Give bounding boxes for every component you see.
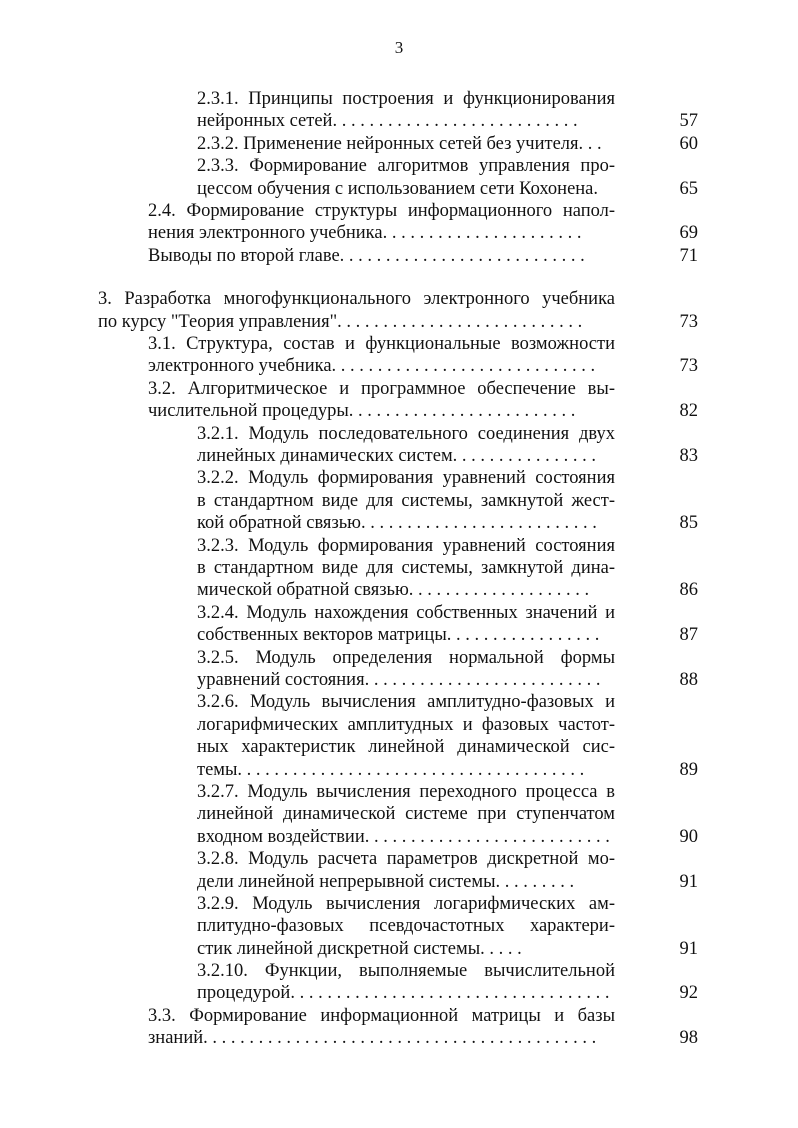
toc-entry-text: в стандартном виде для системы, замкнутой дина- <box>197 557 615 578</box>
toc-entry-text: ных характеристик линейной динамической сис- <box>197 737 615 758</box>
toc-entry-text: 3.2.8. Модуль расчета параметров дискретной мо- <box>197 849 615 870</box>
toc-entry-3-2-2 <box>0 467 798 534</box>
toc-page-number: 89 <box>679 759 698 780</box>
toc-entry-text: 3.1. Структура, состав и функциональные возможности <box>148 333 615 354</box>
toc-entry-text: 3.2.1. Модуль последовательного соединения двух <box>197 423 615 444</box>
toc-entry-3-2-3 <box>0 535 798 602</box>
toc-entry-text: линейных динамических систем. . . . . . . . . . . . . . . . <box>197 445 597 466</box>
toc-entry-text: 3.2.4. Модуль нахождения собственных значений и <box>197 602 615 623</box>
toc-entry-text: 3.2. Алгоритмическое и программное обеспечение вы- <box>148 378 615 399</box>
toc-page-number: 86 <box>679 580 698 601</box>
toc-entry-3-2 <box>0 378 798 423</box>
toc-entry-text: темы. . . . . . . . . . . . . . . . . . . . . . . . . . . . . . . . . . . . . . <box>197 759 585 780</box>
toc-page-number: 60 <box>679 133 698 154</box>
toc-page-number: 69 <box>679 223 698 244</box>
toc-page-number: 85 <box>679 513 698 534</box>
toc-entry-text: логарифмических амплитудных и фазовых частот- <box>197 714 615 735</box>
toc-entry-text: 2.3.1. Принципы построения и функционирования <box>197 89 615 109</box>
toc-entry-3-3 <box>0 1005 798 1050</box>
toc-entry-text: по курсу "Теория управления". . . . . . . . . . . . . . . . . . . . . . . . . . . <box>98 311 583 332</box>
toc-entry-2-4 <box>0 200 798 245</box>
toc-page-number: 88 <box>679 669 698 690</box>
toc-page-number: 73 <box>679 356 698 377</box>
toc-entry-2-3-1 <box>0 88 798 133</box>
table-of-contents <box>0 88 798 1050</box>
toc-entry-text: 2.3.2. Применение нейронных сетей без учителя. . . <box>197 133 602 154</box>
toc-entry-text: 3.2.5. Модуль определения нормальной формы <box>197 647 615 668</box>
toc-entry-text: процедурой. . . . . . . . . . . . . . . . . . . . . . . . . . . . . . . . . . . <box>197 983 610 1004</box>
toc-entry-text: входном воздействии. . . . . . . . . . . . . . . . . . . . . . . . . . . <box>197 826 610 847</box>
toc-page-number: 90 <box>679 826 698 847</box>
toc-page-number: 92 <box>679 983 698 1004</box>
toc-entry-text: стик линейной дискретной системы. . . . . <box>197 938 522 959</box>
toc-entry-text: 3.2.10. Функции, выполняемые вычислительной <box>197 961 615 982</box>
toc-entry-3-2-9 <box>0 893 798 960</box>
toc-entry-3-2-10 <box>0 960 798 1005</box>
toc-entry-text: Выводы по второй главе. . . . . . . . . . . . . . . . . . . . . . . . . . . <box>148 245 585 266</box>
toc-entry-text: электронного учебника. . . . . . . . . . . . . . . . . . . . . . . . . . . . . <box>148 356 596 377</box>
toc-entry-3-2-4 <box>0 602 798 647</box>
toc-page-number: 65 <box>679 178 698 199</box>
toc-entry-3-2-5 <box>0 647 798 692</box>
toc-entry-text: мической обратной связью. . . . . . . . . . . . . . . . . . . . <box>197 580 590 601</box>
toc-entry-3-2-7 <box>0 781 798 848</box>
toc-page-number: 57 <box>679 111 698 132</box>
toc-page-number: 98 <box>679 1028 698 1049</box>
toc-entry-text: нейронных сетей. . . . . . . . . . . . . . . . . . . . . . . . . . . <box>197 111 578 132</box>
toc-entry-text: в стандартном виде для системы, замкнутой жест- <box>197 490 615 511</box>
toc-page-number: 82 <box>679 401 698 422</box>
toc-entry-text: 3.2.3. Модуль формирования уравнений состояния <box>197 535 615 556</box>
toc-entry-chapter-3 <box>0 288 798 333</box>
toc-entry-3-1 <box>0 333 798 378</box>
toc-entry-text: 2.4. Формирование структуры информационного напол- <box>148 200 615 221</box>
toc-entry-text: дели линейной непрерывной системы. . . . . . . . . <box>197 871 575 892</box>
toc-entry-text: числительной процедуры. . . . . . . . . . . . . . . . . . . . . . . . . <box>148 401 576 422</box>
toc-entry-text: кой обратной связью. . . . . . . . . . . . . . . . . . . . . . . . . . <box>197 513 597 534</box>
toc-entry-text: плитудно-фазовых псевдочастотных характери- <box>197 916 615 937</box>
toc-entry-text: 3.2.7. Модуль вычисления переходного процесса в <box>197 781 615 802</box>
toc-entry-3-2-1 <box>0 423 798 468</box>
toc-entry-text: 3.3. Формирование информационной матрицы и базы <box>148 1005 615 1026</box>
toc-page-number: 73 <box>679 311 698 332</box>
toc-page-number: 83 <box>679 445 698 466</box>
toc-page-number: 91 <box>679 871 698 892</box>
toc-entry-text: 3. Разработка многофункционального электронного учебника <box>98 289 615 310</box>
toc-entry-text: 3.2.9. Модуль вычисления логарифмических ам- <box>197 893 615 914</box>
toc-entry-text: 2.3.3. Формирование алгоритмов управления про- <box>197 156 615 177</box>
toc-entry-conclusions-chapter-2 <box>0 245 798 267</box>
toc-entry-2-3-3 <box>0 155 798 200</box>
toc-entry-text: 3.2.6. Модуль вычисления амплитудно-фазовых и <box>197 692 615 713</box>
page-number: 3 <box>394 38 404 57</box>
toc-entry-text: 3.2.2. Модуль формирования уравнений состояния <box>197 468 615 489</box>
toc-entry-text: знаний. . . . . . . . . . . . . . . . . . . . . . . . . . . . . . . . . . . . . . . . . . . <box>148 1028 597 1049</box>
toc-page-number: 91 <box>679 938 698 959</box>
toc-entry-text: линейной динамической системе при ступенчатом <box>197 804 615 825</box>
toc-page-number: 71 <box>679 245 698 266</box>
toc-entry-text: собственных векторов матрицы. . . . . . . . . . . . . . . . . <box>197 625 600 646</box>
toc-entry-2-3-2 <box>0 133 798 155</box>
toc-entry-3-2-6 <box>0 691 798 781</box>
toc-entry-text: уравнений состояния. . . . . . . . . . . . . . . . . . . . . . . . . . <box>197 669 601 690</box>
toc-entry-3-2-8 <box>0 848 798 893</box>
toc-page-number: 87 <box>679 625 698 646</box>
toc-entry-text: нения электронного учебника. . . . . . . . . . . . . . . . . . . . . . <box>148 223 582 244</box>
toc-entry-text: цессом обучения с использованием сети Кохонена. <box>197 178 599 199</box>
